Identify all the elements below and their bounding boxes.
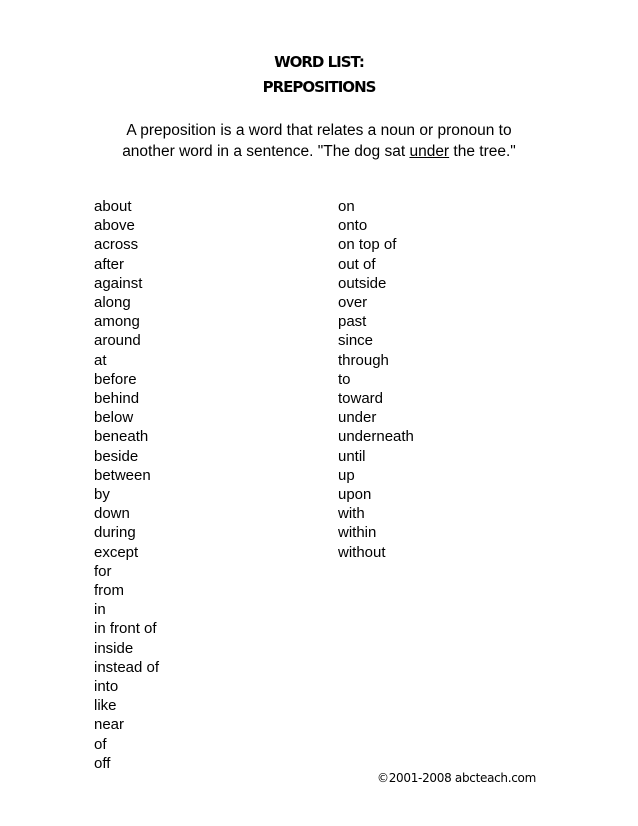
word-list-item: into — [94, 678, 119, 696]
word-list-item: like — [94, 697, 117, 715]
word-list-left-column — [94, 197, 159, 773]
word-list-item: below — [94, 409, 134, 427]
word-list-item: between — [94, 466, 151, 484]
word-list-item: during — [94, 524, 136, 542]
word-list-item: instead of — [94, 658, 160, 676]
definition-paragraph — [0, 120, 638, 162]
word-list-item: across — [94, 236, 139, 254]
word-list-item: except — [94, 543, 139, 561]
word-list-item: with — [338, 505, 365, 523]
word-list-item: on — [338, 198, 355, 215]
word-list-item: outside — [338, 274, 387, 292]
word-list-item: against — [94, 274, 143, 292]
word-list-item: past — [338, 313, 367, 331]
word-list-item: upon — [338, 486, 372, 504]
word-list-item: on top of — [338, 236, 397, 254]
word-list-item: out of — [338, 255, 376, 273]
word-list-item: about — [94, 198, 132, 215]
word-list-item: of — [94, 735, 107, 753]
word-list-item: for — [94, 562, 112, 580]
word-list-item: through — [338, 351, 389, 369]
word-list-item: under — [338, 409, 377, 427]
word-list-item: off — [94, 754, 111, 772]
word-list-item: by — [94, 486, 110, 504]
word-list-item: from — [94, 582, 124, 600]
word-list-item: beneath — [94, 428, 149, 446]
definition-text: another word in a sentence. "The dog sat — [122, 143, 410, 160]
word-list-item: along — [94, 294, 131, 312]
page-title-line-2: PREPOSITIONS — [262, 78, 376, 96]
definition-line-2 — [0, 141, 638, 162]
word-list-item: in — [94, 601, 106, 619]
copyright-footer: ©2001-2008 abcteach.com — [377, 771, 536, 785]
word-list-item: near — [94, 716, 125, 734]
word-list-item: underneath — [338, 428, 414, 446]
word-list-item: inside — [94, 639, 134, 657]
word-list-item: around — [94, 332, 141, 350]
word-list-item: at — [94, 351, 107, 369]
word-list-item: before — [94, 370, 137, 388]
word-list-item: behind — [94, 390, 140, 408]
word-list-item: up — [338, 466, 355, 484]
word-list-item: within — [338, 524, 377, 542]
word-list-item: since — [338, 332, 374, 350]
word-list-item: after — [94, 255, 125, 273]
word-list-item: over — [338, 294, 368, 312]
word-list-item: down — [94, 505, 130, 523]
word-list-item: toward — [338, 390, 384, 408]
definition-text-end: the tree." — [449, 143, 516, 160]
word-list-item: beside — [94, 447, 139, 465]
definition-line-1: A preposition is a word that relates a noun or pronoun to — [126, 122, 512, 139]
word-list-item: in front of — [94, 620, 157, 638]
word-list-item: until — [338, 447, 366, 465]
underlined-example-word: under — [409, 143, 450, 160]
word-list-item: to — [338, 370, 351, 388]
page-title-line-1: WORD LIST: — [274, 53, 364, 71]
word-list-item: without — [338, 543, 386, 561]
word-list-item: among — [94, 313, 140, 331]
word-list-item: above — [94, 217, 135, 235]
word-list-right-column — [338, 197, 414, 562]
word-list-item: onto — [338, 217, 368, 235]
